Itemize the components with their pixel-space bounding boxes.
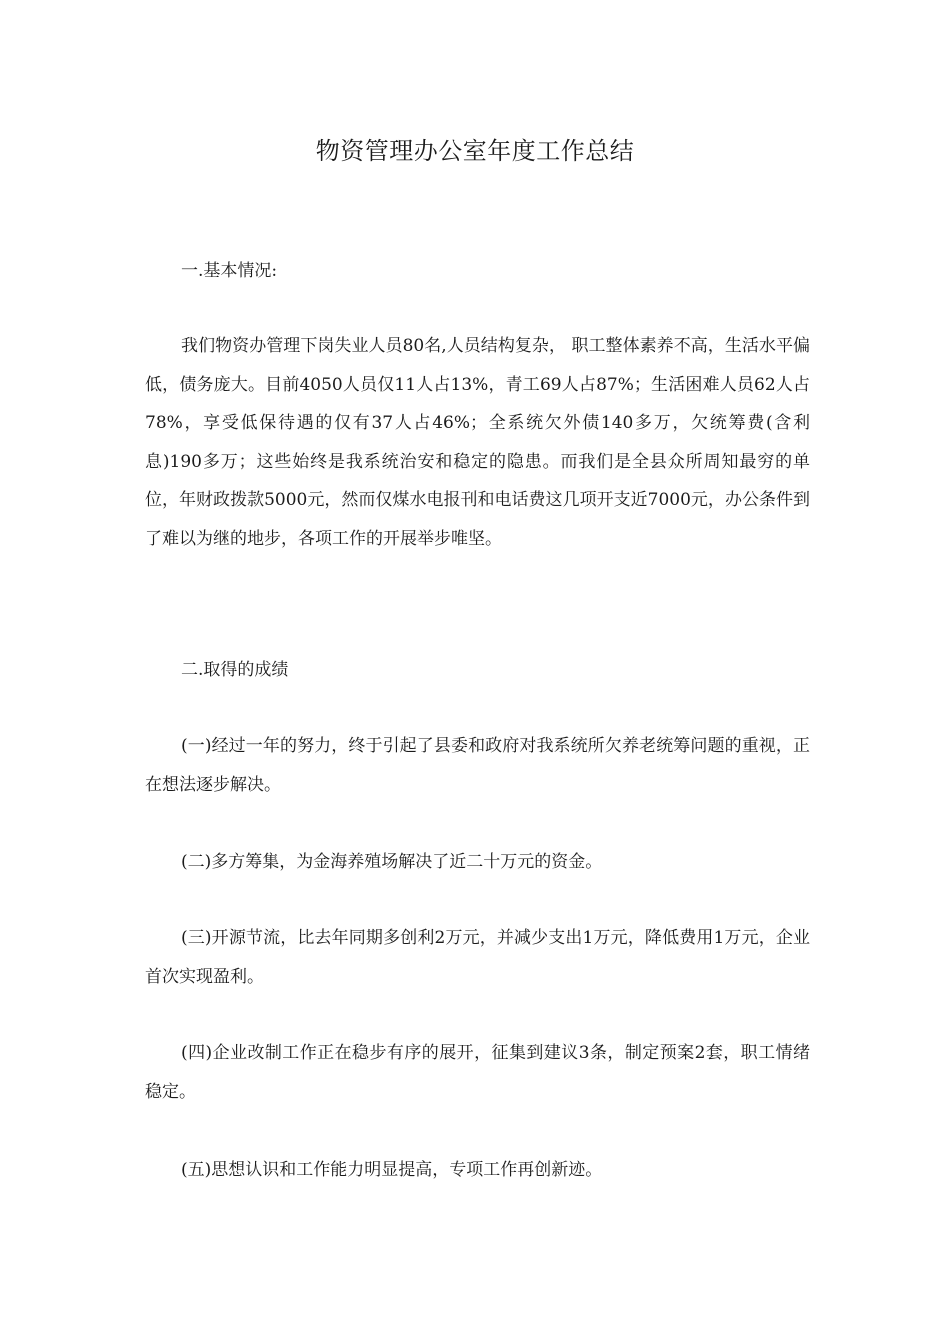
paragraph-achievement-5 — [145, 1151, 810, 1190]
paragraph-achievement-4 — [145, 1034, 810, 1111]
section-heading-achievements — [145, 651, 810, 690]
paragraph-achievement-2 — [145, 843, 810, 882]
paragraph-basic-situation — [145, 327, 810, 558]
section-heading-text: 一.基本情况: — [181, 261, 278, 281]
paragraph-text: (四)企业改制工作正在稳步有序的展开，征集到建议3条，制定预案2套，职工情绪稳定。 — [145, 1043, 810, 1102]
paragraph-text: (一)经过一年的努力，终于引起了县委和政府对我系统所欠养老统筹问题的重视，正在想法逐步解决。 — [145, 736, 810, 795]
paragraph-text: 我们物资办管理下岗失业人员80名,人员结构复杂， 职工整体素养不高，生活水平偏低，债务庞大。目前4050人员仅11人占13%，青工69人占87%；生活困难人员62人占78%，享受低保待遇的仅有37人占46%；全系统欠外债140多万，欠统筹费(含利息)190多万；这些始终是我系统治安和稳定的隐患。而我们是全县众所周知最穷的单位，年财政拨款5000元，然而仅煤水电报刊和电话费这几项开支近7000元，办公条件到了难以为继的地步，各项工作的开展举步唯坚。 — [145, 336, 810, 549]
paragraph-achievement-3 — [145, 919, 810, 996]
paragraph-text: (二)多方筹集，为金海养殖场解决了近二十万元的资金。 — [181, 852, 603, 872]
paragraph-text: (五)思想认识和工作能力明显提高，专项工作再创新迹。 — [181, 1160, 603, 1180]
section-heading-basic-situation — [145, 252, 810, 291]
section-heading-text: 二.取得的成绩 — [181, 660, 289, 680]
paragraph-text: (三)开源节流，比去年同期多创利2万元，并减少支出1万元，降低费用1万元，企业首次实现盈利。 — [145, 928, 810, 987]
paragraph-achievement-1 — [145, 727, 810, 804]
document-title: 物资管理办公室年度工作总结 — [315, 137, 635, 165]
